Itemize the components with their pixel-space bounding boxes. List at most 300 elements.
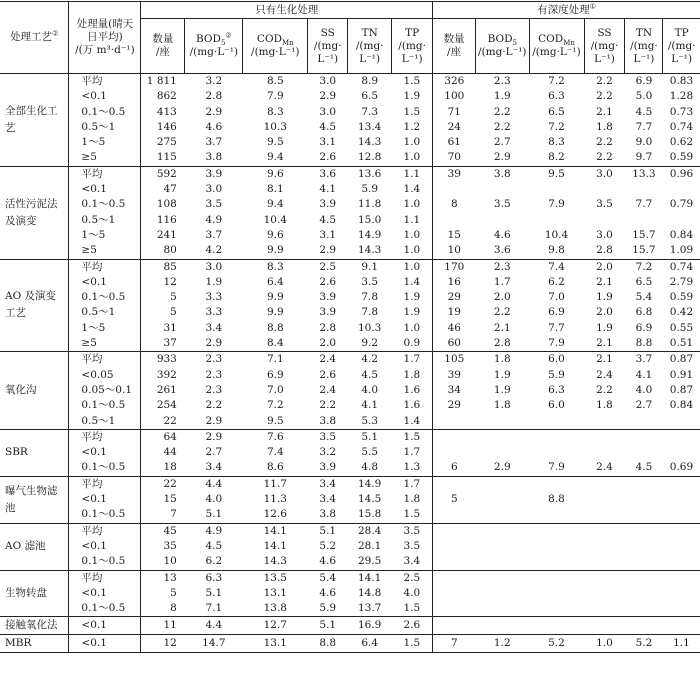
- capacity-cell: <0.1: [69, 617, 141, 635]
- bio-tn-cell: 7.8: [361, 306, 379, 319]
- bio-bod-cell: 3.5: [205, 198, 223, 211]
- deep-ss-cell: [584, 213, 625, 228]
- table-row: [0, 368, 700, 383]
- deep-count-header: 数量 /座: [433, 19, 476, 74]
- bio-cod-cell: 6.4: [266, 275, 284, 288]
- deep-tp-cell: 0.69: [669, 461, 694, 474]
- deep-tn-cell: 5.4: [635, 291, 653, 304]
- deep-ss-cell: 2.4: [596, 461, 613, 474]
- deep-bod-cell: [476, 539, 529, 554]
- bio-cod-cell: 13.1: [263, 586, 287, 599]
- bio-tn-cell: 11.8: [357, 198, 382, 211]
- bio-cod-cell: 10.3: [263, 120, 287, 133]
- deep-tn-cell: 9.0: [635, 136, 653, 149]
- deep-cod-cell: 6.0: [548, 399, 565, 412]
- deep-ss-cell: [584, 617, 625, 635]
- deep-bod-cell: 1.8: [493, 399, 511, 412]
- bio-count-cell: 933: [141, 352, 185, 368]
- deep-ss-cell: [584, 570, 625, 586]
- deep-count-cell: 24: [433, 120, 476, 135]
- bio-tn-cell: 9.2: [361, 337, 379, 350]
- bio-tp-cell: 1.0: [403, 228, 421, 241]
- bio-count-cell: 85: [141, 259, 185, 275]
- deep-count-cell: [433, 523, 476, 539]
- deep-tn-cell: 7.2: [625, 259, 663, 275]
- bio-tp-cell: 1.1: [392, 166, 433, 182]
- deep-cod-cell: 7.2: [529, 74, 584, 90]
- table-row: [0, 228, 700, 243]
- bio-tn-cell: 14.5: [357, 493, 382, 506]
- bio-cod-cell: 7.9: [266, 90, 284, 103]
- deep-cod-header: $COD_{Mn}$ /(mg·L⁻¹): [529, 19, 584, 74]
- deep-ss-cell: [584, 492, 625, 507]
- deep-tp-cell: [663, 445, 700, 460]
- deep-tp-cell: 0.84: [669, 228, 694, 241]
- deep-bod-cell: [476, 213, 529, 228]
- table-row: [0, 336, 700, 352]
- deep-count-cell: [433, 414, 476, 430]
- bio-ss-cell: 3.0: [319, 105, 337, 118]
- deep-count-cell: [433, 601, 476, 617]
- bio-count-cell: 35: [141, 539, 185, 554]
- deep-tn-cell: 4.5: [635, 105, 653, 118]
- deep-tp-cell: 0.62: [669, 136, 694, 149]
- table-row: [0, 617, 700, 635]
- bio-tn-cell: 13.4: [357, 120, 382, 133]
- deep-cod-cell: 6.9: [548, 306, 565, 319]
- bio-count-cell: 392: [141, 368, 185, 383]
- process-group-name: 氧化沟: [0, 352, 69, 429]
- deep-tp-cell: 0.83: [663, 74, 700, 90]
- deep-bod-cell: 1.9: [493, 383, 511, 396]
- bio-tn-cell: 13.7: [357, 602, 382, 615]
- bio-count-cell: 45: [141, 523, 185, 539]
- bio-tn-cell: 14.3: [357, 136, 382, 149]
- deep-cod-cell: 5.9: [548, 368, 565, 381]
- table-row: [0, 507, 700, 523]
- deep-count-cell: 170: [433, 259, 476, 275]
- deep-tn-cell: [625, 182, 663, 197]
- bio-ss-cell: 5.4: [308, 570, 348, 586]
- bio-bod-cell: 4.9: [205, 213, 223, 226]
- deep-bod-cell: 2.7: [493, 136, 511, 149]
- deep-tp-cell: 0.84: [669, 399, 694, 412]
- bio-tn-cell: 5.1: [348, 429, 392, 445]
- bio-tp-cell: 1.5: [403, 508, 421, 521]
- bio-cod-cell: 11.3: [263, 493, 287, 506]
- deep-tn-cell: 4.5: [635, 461, 653, 474]
- deep-tp-cell: [663, 617, 700, 635]
- bio-tn-cell: 13.6: [348, 166, 392, 182]
- deep-cod-cell: 6.0: [529, 352, 584, 368]
- table-row: [0, 570, 700, 586]
- table-row: [0, 89, 700, 104]
- capacity-cell: 1～5: [69, 228, 141, 243]
- table-row: [0, 414, 700, 430]
- deep-tn-cell: 6.5: [635, 275, 653, 288]
- deep-count-cell: [433, 507, 476, 523]
- capacity-cell: 平均: [69, 259, 141, 275]
- bio-tn-cell: 28.1: [357, 539, 382, 552]
- bio-bod-cell: 5.1: [205, 586, 223, 599]
- bio-count-cell: 22: [141, 476, 185, 492]
- deep-tn-cell: 7.7: [635, 120, 653, 133]
- bio-bod-cell: 6.3: [185, 570, 243, 586]
- deep-ss-cell: 2.2: [596, 151, 613, 164]
- bio-ss-cell: 2.2: [319, 399, 337, 412]
- deep-ss-cell: 1.9: [596, 291, 613, 304]
- bio-tp-cell: 1.6: [403, 399, 421, 412]
- deep-tn-cell: 5.2: [625, 635, 663, 653]
- bio-bod-cell: 2.9: [185, 429, 243, 445]
- deep-cod-cell: 9.8: [548, 244, 565, 257]
- bio-ss-cell: 2.4: [308, 352, 348, 368]
- deep-cod-cell: 10.4: [544, 228, 569, 241]
- treatment-process-table: [0, 1, 700, 653]
- deep-tn-cell: [625, 476, 663, 492]
- bio-count-cell: 15: [141, 492, 185, 507]
- table-row: [0, 305, 700, 320]
- deep-bod-cell: [476, 507, 529, 523]
- bio-cod-cell: 13.5: [243, 570, 308, 586]
- bio-ss-cell: 3.1: [319, 136, 337, 149]
- bio-bod-cell: 2.9: [205, 105, 223, 118]
- deep-ss-cell: 2.2: [596, 90, 613, 103]
- bio-count-cell: 12: [141, 635, 185, 653]
- deep-ss-cell: 2.1: [596, 337, 613, 350]
- bio-cod-cell: 11.7: [243, 476, 308, 492]
- deep-ss-cell: 2.2: [584, 74, 625, 90]
- capacity-cell: 0.1～0.5: [69, 554, 141, 570]
- deep-bod-cell: 1.2: [476, 635, 529, 653]
- bio-ss-header: SS /(mg· L⁻¹): [308, 19, 348, 74]
- deep-cod-cell: [529, 445, 584, 460]
- bio-tp-cell: 1.3: [403, 461, 421, 474]
- deep-bod-cell: [476, 476, 529, 492]
- bio-bod-cell: 3.0: [205, 183, 223, 196]
- deep-bod-cell: 2.3: [476, 259, 529, 275]
- bio-ss-cell: 5.1: [308, 617, 348, 635]
- capacity-cell: <0.1: [69, 89, 141, 104]
- deep-ss-cell: 2.1: [584, 352, 625, 368]
- deep-count-cell: 60: [433, 336, 476, 352]
- bio-tn-cell: 4.5: [361, 368, 379, 381]
- deep-ss-cell: 3.0: [584, 166, 625, 182]
- bio-cod-cell: 8.6: [266, 461, 284, 474]
- deep-ss-cell: [584, 507, 625, 523]
- deep-bod-cell: 3.5: [493, 198, 511, 211]
- deep-tn-cell: 8.8: [635, 337, 653, 350]
- table-row: [0, 259, 700, 275]
- bio-tp-cell: 1.5: [392, 635, 433, 653]
- deep-tn-cell: 2.7: [635, 399, 653, 412]
- bio-count-cell: 5: [141, 305, 185, 320]
- deep-count-cell: [433, 182, 476, 197]
- table-row: [0, 429, 700, 445]
- deep-ss-cell: 3.0: [596, 228, 613, 241]
- deep-tn-cell: [625, 507, 663, 523]
- bio-tp-cell: 2.6: [392, 617, 433, 635]
- deep-bod-cell: 2.2: [493, 105, 511, 118]
- bio-count-cell: 5: [141, 586, 185, 601]
- deep-tp-cell: [663, 414, 700, 430]
- bio-tp-cell: 1.0: [403, 321, 421, 334]
- deep-count-cell: [433, 539, 476, 554]
- bio-cod-cell: 9.9: [266, 291, 284, 304]
- capacity-cell: <0.1: [69, 275, 141, 290]
- process-group-name: SBR: [0, 429, 69, 476]
- bio-tp-cell: 1.7: [392, 476, 433, 492]
- deep-cod-cell: 7.9: [548, 337, 565, 350]
- deep-tp-cell: 1.09: [669, 244, 694, 257]
- capacity-cell: 平均: [69, 570, 141, 586]
- deep-cod-cell: 6.3: [548, 90, 565, 103]
- bio-tp-cell: 1.0: [403, 151, 421, 164]
- deep-ss-cell: [584, 523, 625, 539]
- deep-bod-cell: [476, 523, 529, 539]
- bio-tp-cell: 0.9: [403, 337, 421, 350]
- bio-bod-cell: 2.2: [205, 399, 223, 412]
- deep-tp-cell: [663, 429, 700, 445]
- deep-count-cell: 19: [433, 305, 476, 320]
- bio-tp-cell: 4.0: [403, 586, 421, 599]
- bio-cod-cell: 13.1: [243, 635, 308, 653]
- deep-cod-cell: 7.0: [548, 291, 565, 304]
- table-row: [0, 213, 700, 228]
- bio-tn-cell: 6.5: [361, 90, 379, 103]
- bio-bod-cell: 2.8: [205, 90, 223, 103]
- table-row: [0, 492, 700, 507]
- bio-cod-cell: 7.0: [266, 383, 284, 396]
- bio-ss-cell: 2.6: [319, 151, 337, 164]
- bio-cod-cell: 7.1: [243, 352, 308, 368]
- bio-tn-cell: 5.5: [361, 446, 379, 459]
- deep-tp-cell: [663, 213, 700, 228]
- table-body: [0, 74, 700, 653]
- deep-ss-cell: 2.0: [584, 259, 625, 275]
- bio-count-cell: 862: [141, 89, 185, 104]
- deep-cod-cell: [529, 554, 584, 570]
- deep-tp-cell: [663, 601, 700, 617]
- table-row: [0, 275, 700, 290]
- bio-cod-cell: 9.6: [243, 166, 308, 182]
- deep-tp-cell: 0.74: [669, 120, 694, 133]
- bio-cod-cell: 7.4: [266, 446, 284, 459]
- bio-tp-cell: 1.9: [403, 306, 421, 319]
- bio-count-cell: 275: [141, 135, 185, 150]
- bio-ss-cell: 4.6: [319, 586, 337, 599]
- deep-cod-cell: 7.4: [529, 259, 584, 275]
- process-group-name: AO 及演变工艺: [0, 259, 69, 352]
- bio-cod-cell: 9.4: [266, 198, 284, 211]
- bio-bod-cell: 1.9: [205, 275, 223, 288]
- deep-tp-cell: [663, 507, 700, 523]
- bio-ss-cell: 3.8: [319, 414, 337, 427]
- bio-tp-cell: 1.7: [392, 352, 433, 368]
- deep-tn-cell: [625, 523, 663, 539]
- bio-bod-cell: 4.5: [205, 539, 223, 552]
- deep-cod-cell: 7.2: [548, 120, 565, 133]
- table-row: [0, 476, 700, 492]
- bio-ss-cell: 2.0: [319, 337, 337, 350]
- deep-count-cell: 7: [433, 635, 476, 653]
- bio-tn-cell: 4.0: [361, 383, 379, 396]
- capacity-cell: 0.1～0.5: [69, 290, 141, 305]
- deep-tp-cell: 0.55: [669, 321, 694, 334]
- deep-cod-cell: 6.2: [548, 275, 565, 288]
- bio-count-cell: 241: [141, 228, 185, 243]
- deep-tn-cell: [625, 586, 663, 601]
- capacity-cell: 0.1～0.5: [69, 507, 141, 523]
- deep-bod-cell: 1.9: [493, 368, 511, 381]
- capacity-cell: <0.1: [69, 539, 141, 554]
- bio-tn-cell: 15.8: [357, 508, 382, 521]
- deep-count-cell: 39: [433, 368, 476, 383]
- deep-cod-cell: 8.8: [548, 493, 565, 506]
- bio-ss-cell: 2.6: [319, 275, 337, 288]
- deep-cod-cell: [529, 507, 584, 523]
- bio-cod-cell: 13.8: [263, 602, 287, 615]
- deep-tn-cell: [625, 213, 663, 228]
- deep-cod-cell: 8.3: [548, 136, 565, 149]
- deep-count-cell: 34: [433, 383, 476, 398]
- deep-bod-cell: [476, 445, 529, 460]
- table-row: [0, 601, 700, 617]
- capacity-cell: 0.1～0.5: [69, 601, 141, 617]
- bio-tn-cell: 14.9: [357, 228, 382, 241]
- deep-tp-cell: [663, 182, 700, 197]
- bio-tn-cell: 14.3: [357, 244, 382, 257]
- deep-bod-cell: [476, 570, 529, 586]
- deep-tn-cell: [625, 570, 663, 586]
- bio-tn-cell: 3.5: [361, 275, 379, 288]
- deep-cod-cell: [529, 414, 584, 430]
- bio-tp-cell: 1.8: [403, 493, 421, 506]
- deep-tp-cell: 0.42: [669, 306, 694, 319]
- bio-cod-cell: 14.1: [263, 539, 287, 552]
- bio-tn-cell: 4.2: [348, 352, 392, 368]
- deep-bod-cell: 1.8: [476, 352, 529, 368]
- bio-count-cell: 115: [141, 150, 185, 166]
- deep-tn-cell: 4.0: [635, 383, 653, 396]
- deep-count-cell: 15: [433, 228, 476, 243]
- deep-tp-cell: 0.51: [669, 337, 694, 350]
- deep-tn-cell: [625, 554, 663, 570]
- deep-bod-cell: [476, 586, 529, 601]
- bio-cod-cell: 8.5: [243, 74, 308, 90]
- table-row: [0, 321, 700, 336]
- deep-bod-cell: 1.9: [493, 90, 511, 103]
- capacity-cell: 0.5～1: [69, 120, 141, 135]
- bio-ss-cell: 3.2: [319, 446, 337, 459]
- bio-count-cell: 44: [141, 445, 185, 460]
- deep-bod-header: $BOD_5$ /(mg·L⁻¹): [476, 19, 529, 74]
- bio-bod-cell: 4.9: [185, 523, 243, 539]
- bio-bod-cell: 3.7: [205, 136, 223, 149]
- deep-bod-cell: [476, 492, 529, 507]
- capacity-cell: <0.1: [69, 635, 141, 653]
- table-row: [0, 523, 700, 539]
- bio-tn-cell: 7.3: [361, 105, 379, 118]
- deep-ss-cell: 1.8: [596, 120, 613, 133]
- deep-cod-cell: 6.5: [548, 105, 565, 118]
- bio-cod-cell: 9.6: [266, 228, 284, 241]
- deep-cod-cell: 8.2: [548, 151, 565, 164]
- deep-tn-cell: 4.1: [635, 368, 653, 381]
- bio-ss-cell: 4.6: [319, 555, 337, 568]
- bio-count-cell: 7: [141, 507, 185, 523]
- capacity-cell: <0.1: [69, 586, 141, 601]
- bio-bod-cell: 3.8: [205, 151, 223, 164]
- deep-tn-cell: 15.7: [632, 244, 656, 257]
- bio-bod-cell: 14.7: [185, 635, 243, 653]
- deep-bod-cell: 2.3: [476, 74, 529, 90]
- bio-tp-cell: 1.1: [403, 213, 421, 226]
- deep-ss-cell: 1.8: [596, 399, 613, 412]
- deep-tp-cell: 1.28: [669, 90, 694, 103]
- bio-ss-cell: 4.5: [319, 213, 337, 226]
- bio-tn-cell: 14.9: [348, 476, 392, 492]
- deep-tp-cell: 0.91: [669, 368, 694, 381]
- deep-ss-cell: 2.8: [596, 244, 613, 257]
- bio-ss-cell: 2.9: [319, 244, 337, 257]
- capacity-cell: ≥5: [69, 150, 141, 166]
- bio-ss-cell: 3.8: [319, 508, 337, 521]
- process-group-name: MBR: [0, 635, 69, 653]
- deep-ss-cell: [584, 539, 625, 554]
- bio-ss-cell: 3.5: [308, 429, 348, 445]
- bio-tp-cell: 3.4: [403, 555, 421, 568]
- deep-bod-cell: 2.1: [493, 321, 511, 334]
- table-row: [0, 352, 700, 368]
- deep-count-cell: 10: [433, 243, 476, 259]
- deep-tn-cell: 6.8: [635, 306, 653, 319]
- bio-tp-cell: 1.0: [392, 259, 433, 275]
- bio-bod-cell: 2.9: [205, 414, 223, 427]
- deep-tn-cell: 6.9: [635, 321, 653, 334]
- bio-count-cell: 80: [141, 243, 185, 259]
- bio-count-cell: 64: [141, 429, 185, 445]
- deep-bod-cell: 2.8: [493, 337, 511, 350]
- bio-bod-cell: 5.1: [205, 508, 223, 521]
- deep-count-cell: 105: [433, 352, 476, 368]
- table-row: [0, 539, 700, 554]
- bio-ss-cell: 5.9: [319, 602, 337, 615]
- deep-tp-cell: 0.74: [663, 259, 700, 275]
- bio-ss-cell: 3.1: [319, 228, 337, 241]
- bio-tn-cell: 4.1: [361, 399, 379, 412]
- bio-bod-cell: 6.2: [205, 555, 223, 568]
- capacity-cell: ≥5: [69, 336, 141, 352]
- deep-tn-cell: [625, 414, 663, 430]
- deep-count-cell: 6: [433, 460, 476, 476]
- deep-tp-cell: 2.79: [669, 275, 694, 288]
- deep-tn-cell: 3.7: [625, 352, 663, 368]
- deep-count-cell: [433, 445, 476, 460]
- bio-bod-cell: 4.4: [185, 476, 243, 492]
- capacity-cell: 0.1～0.5: [69, 197, 141, 212]
- table-row: [0, 586, 700, 601]
- bio-bod-cell: 3.9: [185, 166, 243, 182]
- bio-ss-cell: 4.1: [319, 183, 337, 196]
- deep-tn-cell: [625, 539, 663, 554]
- deep-ss-cell: [584, 601, 625, 617]
- deep-count-cell: 16: [433, 275, 476, 290]
- bio-count-cell: 592: [141, 166, 185, 182]
- deep-ss-cell: [584, 414, 625, 430]
- deep-tn-cell: 7.7: [635, 198, 653, 211]
- deep-ss-cell: [584, 182, 625, 197]
